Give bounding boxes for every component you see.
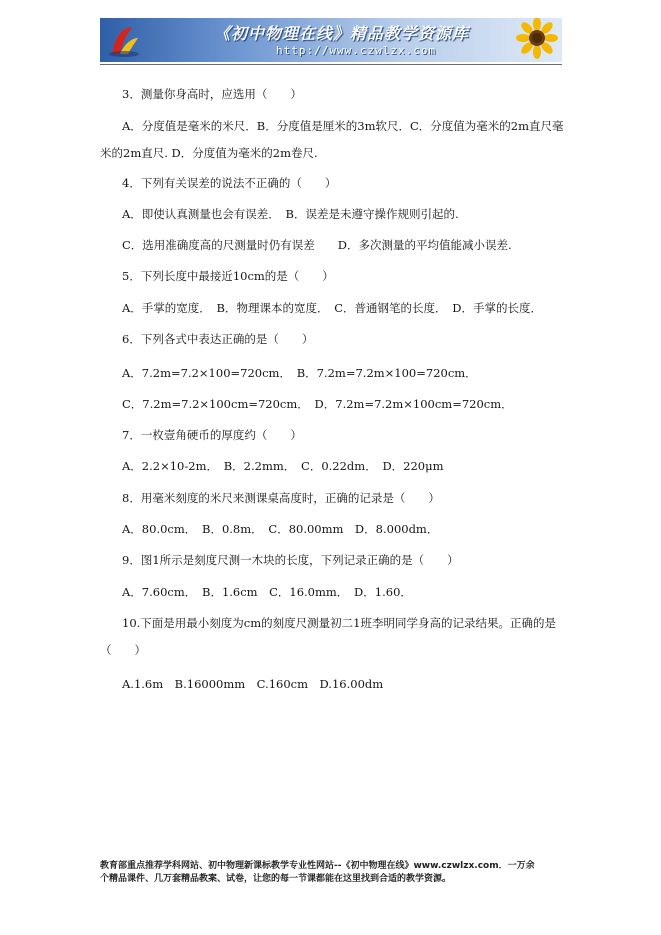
banner-title: 《初中物理在线》精品教学资源库 [214, 24, 470, 43]
question-9-options: A．7.60cm． B．1.6cm C．16.0mm． D．1.60． [122, 585, 412, 599]
question-10-options: A.1.6m B.16000mm C.160cm D.16.00dm [122, 677, 384, 691]
question-7: 7．一枚壹角硬币的厚度约（ ） [122, 428, 302, 442]
question-8: 8．用毫米刻度的米尺来测课桌高度时，正确的记录是（ ） [122, 491, 440, 505]
question-10: 10.下面是用最小刻度为cm的刻度尺测量初二1班李明同学身高的记录结果。正确的是 [122, 616, 556, 630]
footer-line-1: 教育部重点推荐学科网站、初中物理新课标教学专业性网站--《初中物理在线》www.czwlzx.com．一万余 [100, 861, 535, 871]
question-4: 4．下列有关误差的说法不正确的（ ） [122, 176, 337, 190]
question-4-options-cd: C．选用准确度高的尺测量时仍有误差 D．多次测量的平均值能减小误差. [122, 238, 512, 252]
question-9: 9．图1所示是刻度尺测一木块的长度，下列记录正确的是（ ） [122, 553, 459, 567]
page-footer [100, 860, 562, 886]
footer-line-2: 个精品课件、几万套精品教案、试卷，让您的每一节课都能在这里找到合适的教学资源。 [100, 874, 452, 884]
question-8-options: A．80.0cm． B．0.8m． C．80.00mm D．8.000dm． [122, 522, 439, 536]
site-banner [100, 18, 562, 62]
question-6-options-ab: A．7.2m=7.2×100=720cm． B．7.2m=7.2m×100=720cm． [122, 366, 477, 380]
question-3-options-cont: 米的2m直尺. D．分度值为毫米的2m卷尺. [100, 146, 318, 160]
question-6: 6．下列各式中表达正确的是（ ） [122, 332, 314, 346]
question-6-options-cd: C．7.2m=7.2×100cm=720cm． D．7.2m=7.2m×100cm=720cm． [122, 397, 513, 411]
question-7-options: A．2.2×10-2m． B．2.2mm． C．0.22dm． D．220μm [122, 459, 444, 473]
question-5-options: A．手掌的宽度． B．物理课本的宽度． C．普通钢笔的长度． D．手掌的长度． [122, 301, 543, 315]
question-5: 5．下列长度中最接近10cm的是（ ） [122, 269, 334, 283]
banner-divider [100, 64, 562, 65]
question-3: 3．测量你身高时，应选用（ ） [122, 87, 302, 101]
question-3-options: A．分度值是毫米的米尺．B．分度值是厘米的3m软尺．C．分度值为毫米的2m直尺毫 [122, 119, 564, 133]
question-4-options-ab: A．即使认真测量也会有误差． B．误差是未遵守操作规则引起的. [122, 207, 459, 221]
sunflower-icon [512, 18, 562, 62]
question-10-cont: （ ） [100, 643, 146, 657]
site-logo-icon [106, 22, 142, 58]
banner-url[interactable]: http://www.czwlzx.com [276, 44, 437, 57]
